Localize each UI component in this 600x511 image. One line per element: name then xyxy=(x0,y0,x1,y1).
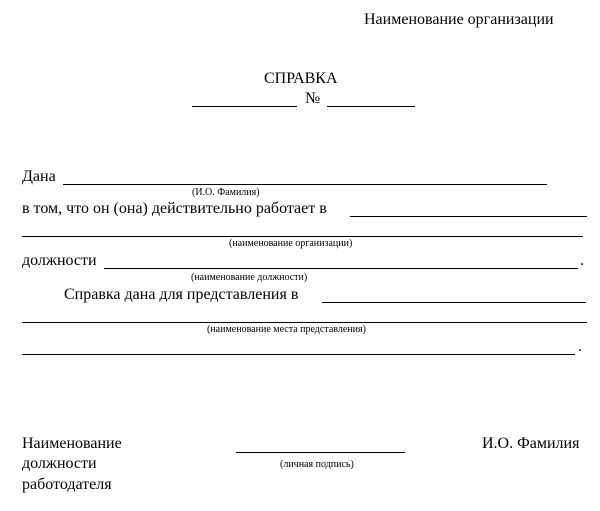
organization-line xyxy=(22,236,583,237)
position-label: должности xyxy=(22,252,97,269)
employer-name: И.О. Фамилия xyxy=(482,435,580,452)
purpose-line xyxy=(322,302,586,303)
issued-to-label: Дана xyxy=(22,168,56,185)
document-title: СПРАВКА xyxy=(264,70,338,87)
signature-hint: (личная подпись) xyxy=(280,459,354,470)
works-at-line xyxy=(350,216,587,217)
extra-end-dot: . xyxy=(578,338,582,355)
destination-hint: (наименование места представления) xyxy=(207,324,366,335)
certificate-number-line xyxy=(327,106,415,107)
issued-to-hint: (И.О. Фамилия) xyxy=(192,187,260,198)
signature-line xyxy=(236,452,405,453)
employer-title-line3: работодателя xyxy=(22,476,112,493)
certificate-date-line xyxy=(192,106,297,107)
destination-line xyxy=(22,322,587,323)
position-end-dot: . xyxy=(580,252,584,269)
purpose-label: Справка дана для представления в xyxy=(64,286,299,303)
organization-hint: (наименование организации) xyxy=(229,238,353,249)
employer-title-line1: Наименование xyxy=(22,435,122,452)
employer-title-line2: должности xyxy=(22,455,97,472)
works-at-label: в том, что он (она) действительно работает в xyxy=(22,200,327,217)
organization-name-header: Наименование организации xyxy=(364,11,554,28)
extra-line xyxy=(22,354,575,355)
number-sign: № xyxy=(305,90,321,107)
position-hint: (наименование должности) xyxy=(191,272,308,283)
issued-to-line xyxy=(63,184,547,185)
position-line xyxy=(104,268,578,269)
